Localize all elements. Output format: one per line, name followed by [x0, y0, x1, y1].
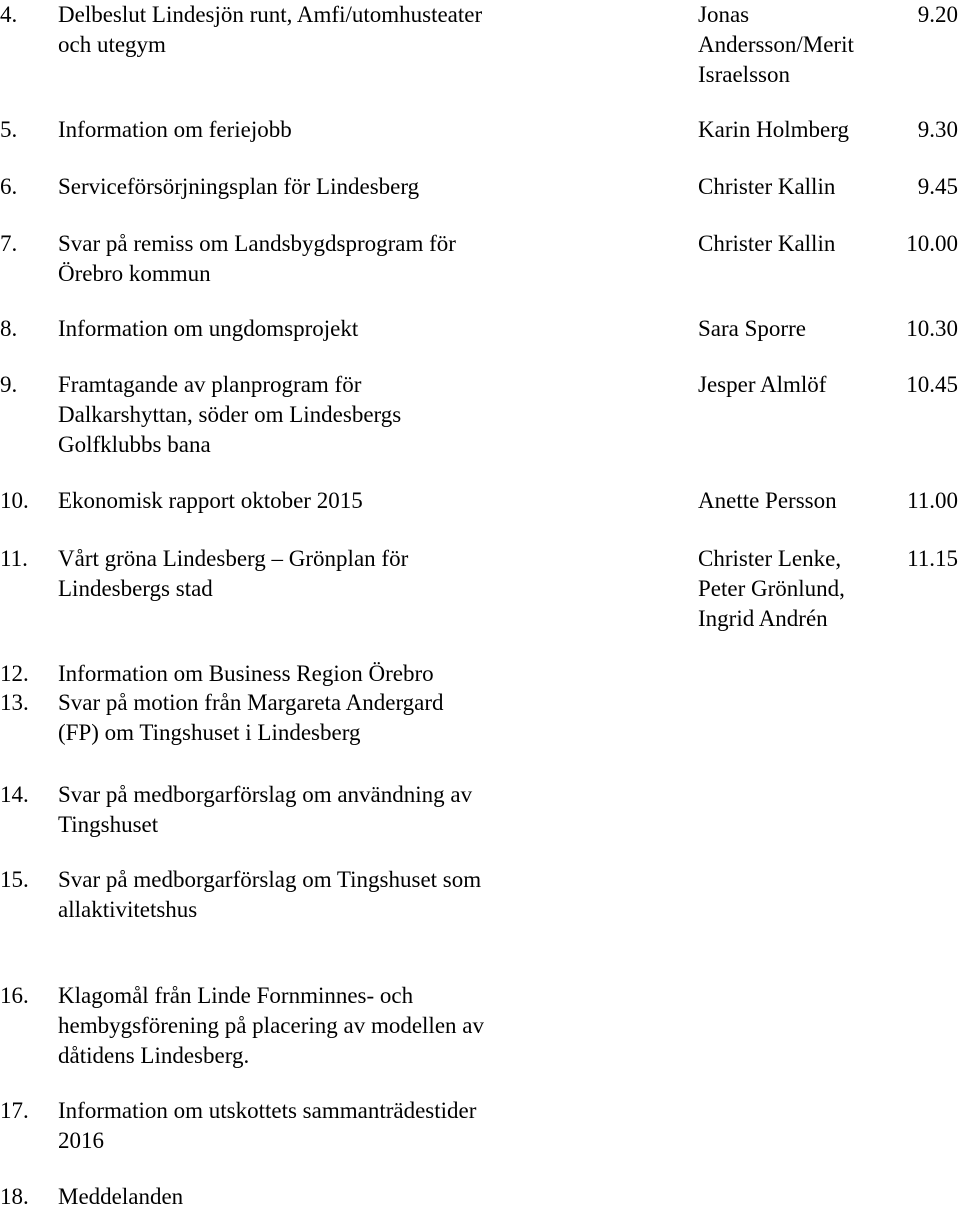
- item-presenter: Anette Persson: [698, 488, 837, 513]
- item-title: Delbeslut Lindesjön runt, Amfi/utomhusteater och utegym: [58, 2, 483, 57]
- item-time: 10.00: [906, 231, 958, 256]
- item-number: 18.: [0, 1184, 29, 1209]
- item-number: 7.: [0, 231, 18, 256]
- item-time: 9.20: [917, 2, 958, 27]
- item-number: 11.: [0, 546, 28, 571]
- item-title: Svar på remiss om Landsbygdsprogram för Örebro kommun: [58, 231, 456, 286]
- item-title: Framtagande av planprogram för Dalkarshyttan, söder om Lindesbergs Golfklubbs bana: [58, 372, 402, 457]
- item-title: Meddelanden: [58, 1184, 184, 1209]
- item-title: Serviceförsörjningsplan för Lindesberg: [58, 174, 420, 199]
- item-title: Svar på medborgarförslag om användning av Tingshuset: [58, 782, 473, 837]
- item-number: 17.: [0, 1098, 29, 1123]
- item-time: 10.30: [906, 316, 958, 341]
- item-time: 9.30: [917, 117, 958, 142]
- item-number: 6.: [0, 174, 18, 199]
- item-title: Svar på medborgarförslag om Tingshuset som allaktivitetshus: [58, 867, 482, 922]
- item-title: Ekonomisk rapport oktober 2015: [58, 488, 363, 513]
- item-number: 15.: [0, 867, 29, 892]
- item-number: 8.: [0, 316, 18, 341]
- item-number: 13.: [0, 690, 29, 715]
- item-number: 4.: [0, 2, 18, 27]
- item-presenter: Jesper Almlöf: [698, 372, 827, 397]
- item-number: 12.: [0, 661, 29, 686]
- item-presenter: Jonas Andersson/Merit Israelsson: [698, 2, 854, 87]
- item-title: Klagomål från Linde Fornminnes- och hembygsförening på placering av modellen av dåtidens Lindesberg.: [58, 983, 484, 1068]
- item-time: 11.15: [907, 546, 958, 571]
- item-title: Information om utskottets sammanträdestider 2016: [58, 1098, 477, 1153]
- item-presenter: Sara Sporre: [698, 316, 806, 341]
- item-title: Vårt gröna Lindesberg – Grönplan för Lindesbergs stad: [58, 546, 409, 601]
- item-presenter: Christer Kallin: [698, 174, 836, 199]
- item-title: Svar på motion från Margareta Andergard (FP) om Tingshuset i Lindesberg: [58, 690, 444, 745]
- item-number: 5.: [0, 117, 18, 142]
- item-number: 16.: [0, 983, 29, 1008]
- item-presenter: Karin Holmberg: [698, 117, 849, 142]
- item-time: 10.45: [906, 372, 958, 397]
- item-title: Information om feriejobb: [58, 117, 292, 142]
- item-time: 11.00: [907, 488, 958, 513]
- item-time: 9.45: [917, 174, 958, 199]
- item-presenter: Christer Kallin: [698, 231, 836, 256]
- item-title: Information om Business Region Örebro: [58, 661, 434, 686]
- item-number: 14.: [0, 782, 29, 807]
- item-title: Information om ungdomsprojekt: [58, 316, 359, 341]
- item-number: 9.: [0, 372, 18, 397]
- item-presenter: Christer Lenke, Peter Grönlund, Ingrid Andrén: [698, 546, 845, 631]
- item-number: 10.: [0, 488, 29, 513]
